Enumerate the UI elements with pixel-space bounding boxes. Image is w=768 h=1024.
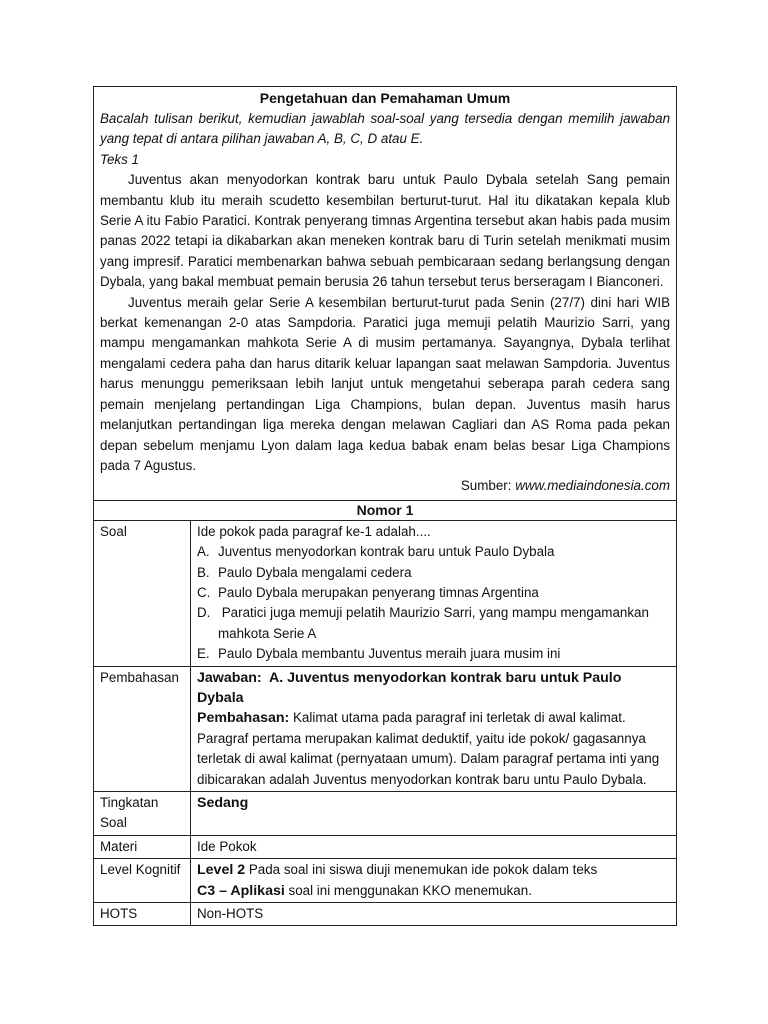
question-number: Nomor 1 — [94, 500, 677, 520]
level-row — [94, 859, 677, 903]
option-text: Paulo Dybala mengalami cedera — [218, 564, 412, 580]
instruction-text: Bacalah tulisan berikut, kemudian jawablah soal-soal yang tersedia dengan memilih jawaban yang tepat di antara pilihan jawaban A, B, C, D atau E. — [100, 111, 671, 147]
paragraph-2: Juventus meraih gelar Serie A kesembilan berturut-turut pada Senin (27/7) dini hari WIB berkat kemenangan 2-0 atas Sampdoria. Paratici juga memuji pelatih Maurizio Sarri, yang mampu mengamankan mahkota Serie A di musim pertamanya. Sayangnya, Dybala terlihat mengalami cedera paha dan harus ditarik keluar lapangan saat melawan Sampdoria. Juventus harus menunggu pemeriksaan lebih lanjut untuk mengetahui seberapa parah cedera sang pemain menjelang pertandingan Liga Champions, bulan depan. Juventus masih harus melanjutkan pertandingan liga mereka dengan melawan Cagliari dan AS Roma pada pekan depan sebelum menjamu Lyon dalam laga kedua babak enam belas besar Liga Champions pada 7 Agustus. — [100, 294, 671, 473]
discussion-label: Pembahasan: — [197, 710, 290, 727]
option-a — [197, 542, 670, 562]
option-c — [197, 583, 670, 603]
level-text: Pada soal ini siswa diuji menemukan ide pokok dalam teks — [245, 862, 598, 878]
level-content — [191, 859, 677, 903]
pembahasan-row — [94, 666, 677, 791]
tingkatan-content — [191, 792, 677, 836]
source-label: Sumber: — [460, 478, 512, 494]
option-text: Paulo Dybala merupakan penyerang timnas Argentina — [218, 584, 539, 600]
section-heading: Pengetahuan dan Pemahaman Umum — [259, 90, 511, 106]
question-table — [93, 86, 677, 926]
document-page — [93, 86, 676, 926]
discussion-block — [197, 708, 670, 790]
option-b — [197, 563, 670, 583]
level-line-1 — [197, 860, 670, 880]
option-letter: E. — [197, 646, 210, 662]
source-line — [100, 476, 670, 496]
tingkatan-label: Tingkatan Soal — [94, 792, 191, 836]
level-line-2 — [197, 881, 670, 901]
level-label: Level Kognitif — [94, 859, 191, 903]
materi-row — [94, 835, 677, 858]
tingkatan-row — [94, 792, 677, 836]
option-e — [197, 644, 670, 664]
text-label: Teks 1 — [100, 151, 139, 167]
answer-text: Jawaban: A. Juventus menyodorkan kontrak baru untuk Paulo Dybala — [197, 669, 626, 706]
nomor-row — [94, 500, 677, 520]
soal-content — [191, 520, 677, 666]
option-text: Paratici juga memuji pelatih Maurizio Sarri, yang mampu mengamankan mahkota Serie A — [218, 605, 653, 641]
c3-text: soal ini menggunakan KKO menemukan. — [284, 882, 532, 898]
option-letter: D. — [197, 605, 211, 621]
option-letter: A. — [197, 544, 210, 560]
hots-value: Non-HOTS — [191, 903, 677, 926]
c3-bold: C3 – Aplikasi — [197, 882, 285, 899]
option-letter: B. — [197, 564, 210, 580]
option-d — [197, 603, 670, 644]
paragraph-1: Juventus akan menyodorkan kontrak baru untuk Paulo Dybala setelah Sang pemain membantu klub itu meraih scudetto kesembilan berturut-turut. Hal itu dikatakan kepala klub Serie A itu Fabio Paratici. Kontrak penyerang timnas Argentina tersebut akan habis pada musim panas 2022 tetapi ia dikabarkan akan meneken kontrak baru di Turin setelah menikmati musim yang impresif. Paratici membenarkan bahwa sebuah pembicaraan sedang berlangsung dengan Dybala, yang bakal membuat pemain berusia 26 tahun tersebut terus berseragam I Bianconeri. — [100, 172, 671, 290]
reading-text-cell — [94, 87, 677, 501]
hots-label: HOTS — [94, 903, 191, 926]
discussion-text: Kalimat utama pada paragraf ini terletak di awal kalimat. Paragraf pertama merupakan kalimat deduktif, yaitu ide pokok/ gagasannya terletak di awal kalimat (pernyataan umum). Dalam paragraf pertama inti yang dibicarakan adalah Juventus menyodorkan kontrak baru untu Paulo Dybala. — [197, 710, 660, 787]
soal-row — [94, 520, 677, 666]
reading-text-row — [94, 87, 677, 501]
pembahasan-content — [191, 666, 677, 791]
soal-label: Soal — [94, 520, 191, 666]
materi-label: Materi — [94, 835, 191, 858]
option-letter: C. — [197, 584, 211, 600]
question-text: Ide pokok pada paragraf ke-1 adalah.... — [197, 523, 431, 539]
difficulty-value: Sedang — [197, 795, 249, 811]
materi-value: Ide Pokok — [191, 835, 677, 858]
source-url: www.mediaindonesia.com — [515, 478, 671, 494]
pembahasan-label: Pembahasan — [94, 666, 191, 791]
hots-row — [94, 903, 677, 926]
option-text: Juventus menyodorkan kontrak baru untuk Paulo Dybala — [218, 544, 555, 560]
level-bold: Level 2 — [197, 862, 246, 879]
option-text: Paulo Dybala membantu Juventus meraih juara musim ini — [218, 646, 561, 662]
